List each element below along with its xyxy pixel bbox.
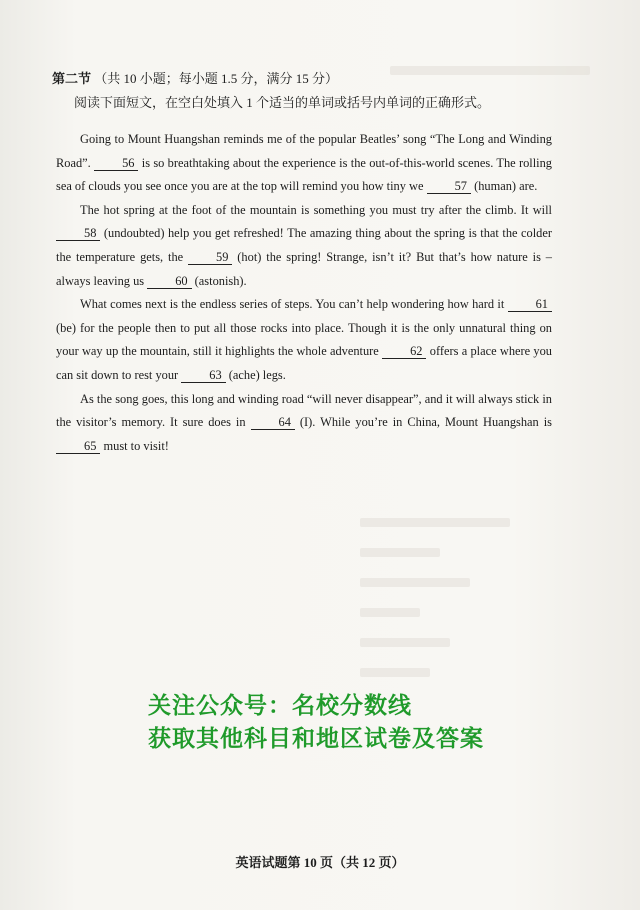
bleed-through-mark — [360, 578, 470, 587]
blank-62: 62 — [382, 344, 426, 359]
bleed-through-mark — [360, 548, 440, 557]
page-footer: 英语试题第 10 页（共 12 页） — [235, 855, 405, 870]
blank-58: 58 — [56, 226, 100, 241]
blank-59: 59 — [188, 250, 232, 265]
blank-60: 60 — [147, 274, 191, 289]
blank-56: 56 — [94, 156, 138, 171]
promo-watermark — [148, 690, 608, 756]
blank-64: 64 — [251, 415, 295, 430]
blank-63: 63 — [181, 368, 225, 383]
bleed-through-mark — [360, 668, 430, 677]
instructions: 阅读下面短文，在空白处填入 1 个适当的单词或括号内单词的正确形式。 — [74, 95, 491, 110]
bleed-through-mark — [360, 638, 450, 647]
section-header — [52, 70, 592, 88]
promo-line-1: 关注公众号：名校分数线 — [148, 693, 412, 719]
blank-65: 65 — [56, 439, 100, 454]
passage — [56, 128, 552, 458]
paragraph: As the song goes, this long and winding road “will never disappear”, and it will always stick in the visitor’s memory. It sure does in 64 (I). While you’re in China, Mount Huangshan is 65 must to visit! — [56, 391, 552, 453]
paragraph: Going to Mount Huangshan reminds me of the popular Beatles’ song “The Long and Winding Road”. 56 is so breathtaking about the experience is the out-of-this-world scenes. The rolling sea of clouds you see once you are at the top will remind you how tiny we 57 (human) are. — [56, 132, 552, 194]
blank-57: 57 — [427, 179, 471, 194]
paragraph: What comes next is the endless series of steps. You can’t help wondering how hard it 61 (be) for the people then to put all those rocks into place. Though it is the only unnatural thing on your way up the mountain, still it highlights the whole adventure 62 offers a place where you can sit down to rest your 63 (ache) legs. — [56, 297, 553, 382]
section-scoring: （共 10 小题；每小题 1.5 分，满分 15 分） — [94, 71, 339, 86]
paragraph: The hot spring at the foot of the mountain is something you must try after the climb. It will 58 (undoubted) help you get refreshed! The amazing thing about the spring is that the colder the temperature gets, the 59 (hot) the spring! Strange, isn’t it? But that’s how nature is – always leaving us 60 (astonish). — [56, 202, 552, 288]
blank-61: 61 — [508, 297, 552, 312]
promo-line-2: 获取其他科目和地区试卷及答案 — [148, 726, 484, 752]
bleed-through-mark — [360, 608, 420, 617]
section-title: 第二节 — [52, 71, 92, 86]
bleed-through-mark — [360, 518, 510, 527]
